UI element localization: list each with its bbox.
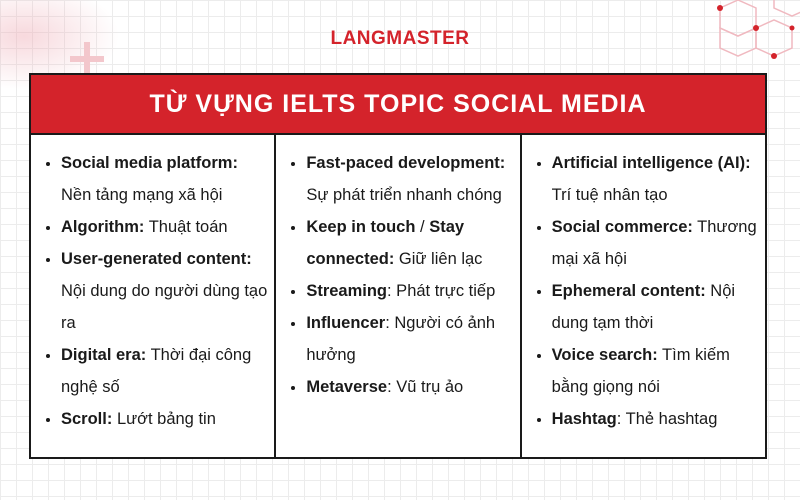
vocab-term: Fast-paced development: <box>306 154 506 172</box>
vocab-term: Hashtag <box>551 410 617 428</box>
vocab-term: Metaverse <box>306 378 388 396</box>
brand-logo: LANGMASTER <box>330 28 470 49</box>
vocab-term: Artificial intelligence (AI): <box>551 154 751 172</box>
vocabulary-column-3 <box>522 135 765 457</box>
list-item <box>552 403 759 435</box>
vocab-term: Social commerce: <box>551 218 693 236</box>
list-item <box>61 211 268 243</box>
vocab-meaning: Giữ liên lạc <box>394 250 483 268</box>
vocab-term: Voice search: <box>551 346 658 364</box>
card-header <box>31 75 765 135</box>
list-item <box>306 147 513 211</box>
vocab-term: Scroll: <box>61 410 113 428</box>
list-item <box>552 275 759 339</box>
vocab-meaning: Trí tuệ nhân tạo <box>551 186 668 204</box>
page-title: TỪ VỰNG IELTS TOPIC SOCIAL MEDIA <box>149 89 647 118</box>
list-item <box>61 403 268 435</box>
vocab-meaning: Tìm kiếm bằng giọng nói <box>551 346 730 396</box>
vocab-meaning: Sự phát triển nhanh chóng <box>306 186 502 204</box>
list-item <box>61 243 268 339</box>
vocab-meaning: : Thẻ hashtag <box>616 410 718 428</box>
vocab-meaning: : Vũ trụ ảo <box>387 378 464 396</box>
vocab-term-alt: Stay connected: <box>306 218 465 268</box>
vocabulary-column-1 <box>31 135 276 457</box>
vocab-term: Algorithm: <box>61 218 145 236</box>
vocab-separator: / <box>415 218 430 236</box>
vocab-meaning: Thương mại xã hội <box>551 218 757 268</box>
vocab-term: Digital era: <box>61 346 147 364</box>
list-item <box>552 147 759 211</box>
vocabulary-card <box>29 73 767 459</box>
vocab-meaning: Nền tảng mạng xã hội <box>61 186 223 204</box>
vocabulary-column-2 <box>276 135 521 457</box>
vocab-meaning: Thời đại công nghệ số <box>61 346 252 396</box>
list-item <box>61 147 268 211</box>
list-item <box>306 371 513 403</box>
list-item <box>306 211 513 275</box>
vocab-meaning: : Người có ảnh hưởng <box>306 314 496 364</box>
vocabulary-columns <box>31 135 765 457</box>
list-item <box>306 275 513 307</box>
vocab-term: Social media platform: <box>61 154 238 172</box>
list-item <box>552 211 759 275</box>
vocab-meaning: Thuật toán <box>144 218 228 236</box>
vocab-meaning: : Phát trực tiếp <box>387 282 496 300</box>
vocab-term: Ephemeral content: <box>551 282 706 300</box>
vocab-term: Keep in touch <box>306 218 416 236</box>
list-item <box>61 339 268 403</box>
vocab-term: Influencer <box>306 314 386 332</box>
vocab-term: Streaming <box>306 282 388 300</box>
list-item <box>552 339 759 403</box>
vocab-meaning: Nội dung do người dùng tạo ra <box>61 282 268 332</box>
list-item <box>306 307 513 371</box>
vocab-meaning: Lướt bảng tin <box>112 410 216 428</box>
vocab-meaning: Nội dung tạm thời <box>551 282 736 332</box>
vocab-term: User-generated content: <box>61 250 252 268</box>
